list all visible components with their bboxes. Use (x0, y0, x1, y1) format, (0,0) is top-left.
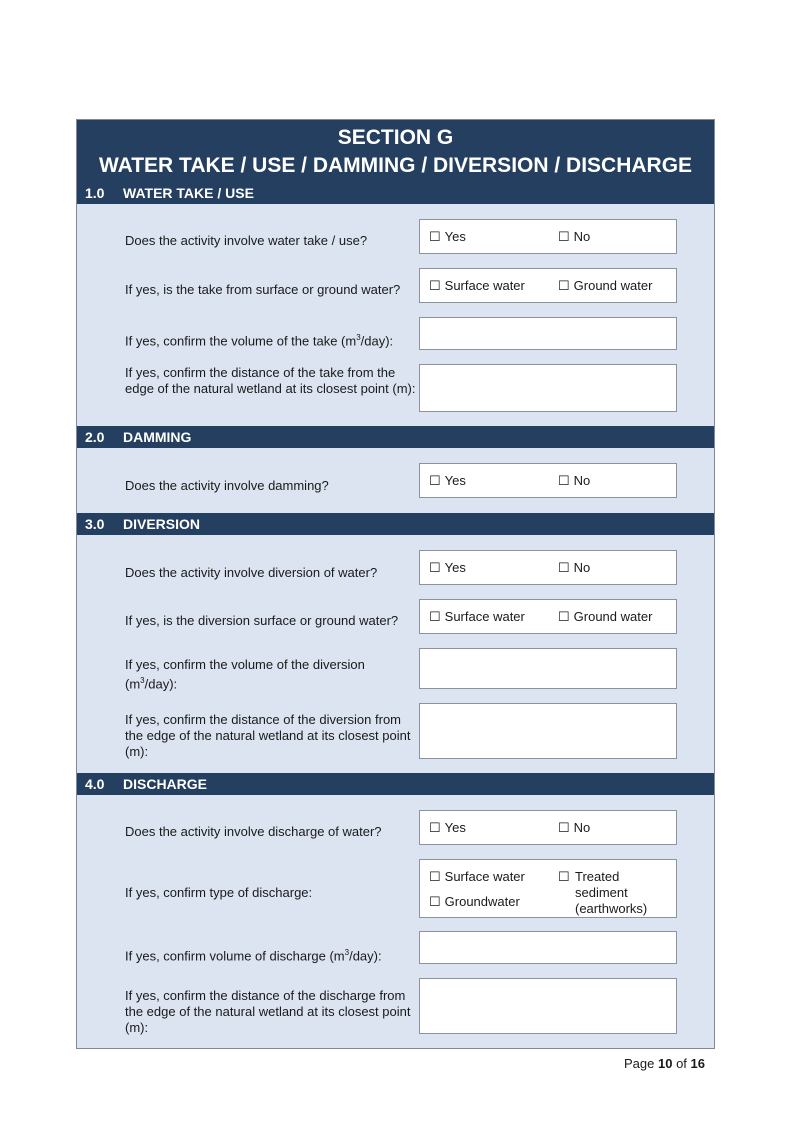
subsection-header-discharge (77, 773, 714, 795)
section-g-form (76, 119, 715, 1049)
checkbox-icon[interactable]: ☐ (429, 894, 441, 909)
discharge-type-field (419, 859, 677, 918)
discharge-distance-input[interactable] (419, 978, 677, 1034)
diversion-source-field (419, 599, 677, 634)
checkbox-option-treated-sediment[interactable] (558, 869, 574, 885)
question-diversion-volume: If yes, confirm the volume of the diversion $(m^3/day)$: (125, 657, 365, 692)
take-source-field (419, 268, 677, 303)
checkbox-icon[interactable]: ☐ (558, 869, 570, 884)
damming-yes-no-field (419, 463, 677, 498)
diversion-yes-no-field (419, 550, 677, 585)
current-page: 10 (657, 1056, 673, 1071)
checkbox-option-ground-water[interactable]: ☐ Ground water (558, 278, 653, 293)
subsection-number: 2.0 (85, 429, 105, 445)
section-title-block (77, 120, 714, 182)
question-take-distance: If yes, confirm the distance of the take from the edge of the natural wetland at its closest point (m): (125, 365, 416, 396)
checkbox-icon[interactable]: ☐ (558, 820, 570, 835)
checkbox-option-no[interactable]: ☐ No (558, 820, 591, 835)
checkbox-icon[interactable]: ☐ (429, 473, 441, 488)
checkbox-option-surface-water[interactable]: ☐ Surface water (429, 609, 525, 624)
water-take-yes-no-field (419, 219, 677, 254)
question-take-volume: If yes, confirm the volume of the take $(m^3/day)$: (125, 333, 394, 349)
checkbox-icon[interactable]: ☐ (558, 229, 570, 244)
question-damming: Does the activity involve damming? (125, 478, 329, 493)
subsection-title: DISCHARGE (123, 776, 208, 792)
subsection-title: DIVERSION (123, 516, 201, 532)
checkbox-option-groundwater[interactable]: ☐ Groundwater (429, 894, 520, 909)
take-distance-input[interactable] (419, 364, 677, 412)
section-title: WATER TAKE / USE / DAMMING / DIVERSION / DISCHARGE (98, 154, 693, 177)
checkbox-option-surface-water[interactable]: ☐ Surface water (429, 869, 525, 884)
take-volume-input[interactable] (419, 317, 677, 350)
checkbox-option-yes[interactable]: ☐ Yes (429, 820, 466, 835)
discharge-yes-no-field (419, 810, 677, 845)
question-discharge: Does the activity involve discharge of water? (125, 824, 382, 839)
checkbox-option-yes[interactable]: ☐ Yes (429, 229, 466, 244)
checkbox-option-no[interactable]: ☐ No (558, 229, 591, 244)
page-number: Page 10 of 16 (623, 1056, 705, 1071)
question-discharge-distance: If yes, confirm the distance of the discharge from the edge of the natural wetland at its closest point (m): (125, 988, 411, 1035)
subsection-number: 3.0 (85, 516, 105, 532)
question-diversion-distance: If yes, confirm the distance of the diversion from the edge of the natural wetland at its closest point (m): (125, 712, 411, 759)
checkbox-option-no[interactable]: ☐ No (558, 560, 591, 575)
question-diversion: Does the activity involve diversion of water? (125, 565, 378, 580)
question-diversion-source: If yes, is the diversion surface or ground water? (125, 613, 399, 628)
question-water-take: Does the activity involve water take / use? (125, 233, 368, 248)
subsection-header-damming (77, 426, 714, 448)
subsection-header-water-take (77, 182, 714, 204)
diversion-volume-input[interactable] (419, 648, 677, 689)
checkbox-icon[interactable]: ☐ (429, 278, 441, 293)
subsection-number: 4.0 (85, 776, 105, 792)
checkbox-option-ground-water[interactable]: ☐ Ground water (558, 609, 653, 624)
checkbox-icon[interactable]: ☐ (429, 229, 441, 244)
checkbox-icon[interactable]: ☐ (558, 609, 570, 624)
checkbox-icon[interactable]: ☐ (429, 609, 441, 624)
checkbox-icon[interactable]: ☐ (429, 869, 441, 884)
checkbox-option-yes[interactable]: ☐ Yes (429, 560, 466, 575)
question-discharge-type: If yes, confirm type of discharge: (125, 885, 313, 900)
question-take-source: If yes, is the take from surface or ground water? (125, 282, 401, 297)
checkbox-icon[interactable]: ☐ (558, 473, 570, 488)
question-discharge-volume: If yes, confirm volume of discharge $(m^3/day)$: (125, 948, 382, 964)
checkbox-icon[interactable]: ☐ (429, 820, 441, 835)
treated-sediment-label: Treated sediment (earthworks) (575, 869, 648, 916)
diversion-distance-input[interactable] (419, 703, 677, 759)
section-label: SECTION G (337, 126, 454, 149)
discharge-volume-input[interactable] (419, 931, 677, 964)
checkbox-icon[interactable]: ☐ (558, 278, 570, 293)
subsection-header-diversion (77, 513, 714, 535)
checkbox-option-no[interactable]: ☐ No (558, 473, 591, 488)
checkbox-option-yes[interactable]: ☐ Yes (429, 473, 466, 488)
checkbox-icon[interactable]: ☐ (429, 560, 441, 575)
total-pages: 16 (690, 1056, 705, 1071)
subsection-title: DAMMING (123, 429, 192, 445)
checkbox-option-surface-water[interactable]: ☐ Surface water (429, 278, 525, 293)
subsection-title: WATER TAKE / USE (123, 185, 254, 201)
subsection-number: 1.0 (85, 185, 105, 201)
checkbox-icon[interactable]: ☐ (558, 560, 570, 575)
